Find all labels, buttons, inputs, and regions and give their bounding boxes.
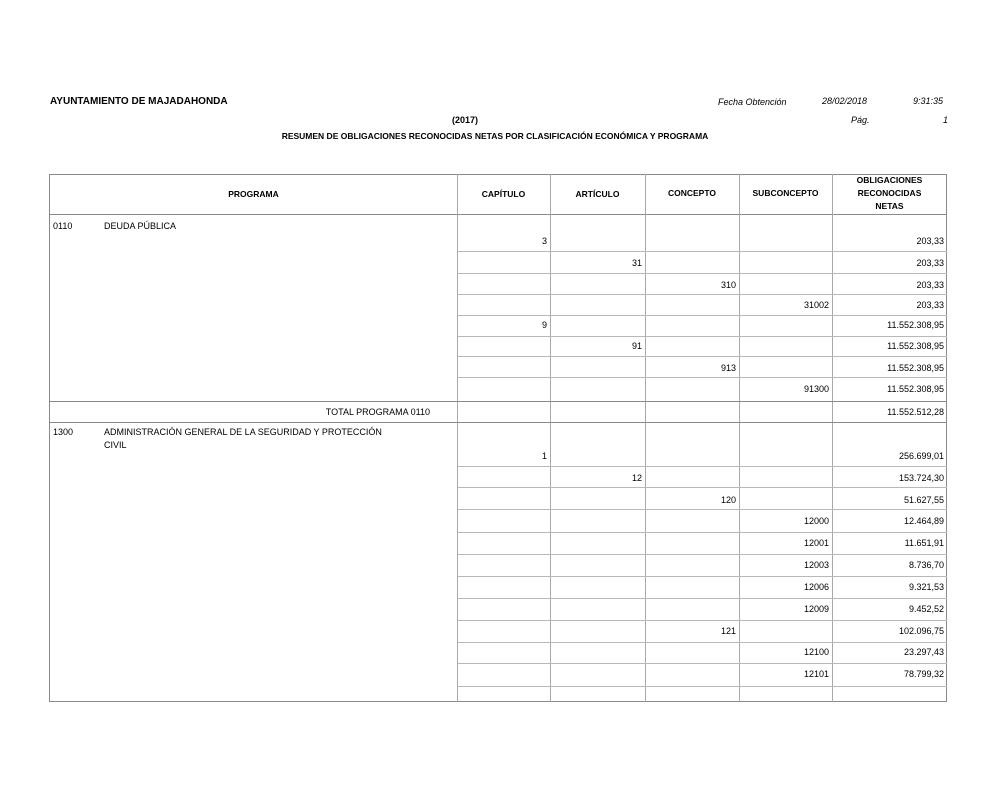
- organization-title: AYUNTAMIENTO DE MAJADAHONDA: [50, 96, 228, 107]
- page-number: 1: [943, 115, 949, 125]
- col-divider: [550, 174, 551, 702]
- report-table: [49, 174, 947, 702]
- program-code: 0110: [53, 221, 73, 231]
- program-total-label: TOTAL PROGRAMA 0110: [325, 407, 430, 417]
- program-name-cont: CIVIL: [104, 440, 127, 450]
- col-divider: [832, 174, 833, 702]
- col-header-subconcepto: SUBCONCEPTO: [752, 188, 819, 198]
- program-total-value: 11.552.512,28: [887, 407, 944, 417]
- report-year: (2017): [452, 115, 479, 125]
- page-label: Pág.: [851, 115, 870, 125]
- fecha-label: Fecha Obtención: [718, 97, 787, 107]
- program-name: DEUDA PÚBLICA: [104, 221, 177, 231]
- col-header-concepto: CONCEPTO: [667, 188, 717, 198]
- col-header-articulo: ARTÍCULO: [575, 189, 620, 199]
- col-header-obligaciones: OBLIGACIONES RECONOCIDAS NETAS: [856, 175, 923, 211]
- fecha-value: 28/02/2018: [822, 96, 868, 106]
- hora-value: 9:31:35: [913, 96, 944, 106]
- col-header-capitulo: CAPÍTULO: [481, 189, 526, 199]
- col-header-programa: PROGRAMA: [228, 189, 279, 199]
- program-code: 1300: [53, 427, 74, 437]
- program-name: ADMINISTRACIÓN GENERAL DE LA SEGURIDAD Y PROTECCIÓN: [104, 427, 382, 437]
- header-divider: [49, 214, 947, 215]
- col-divider: [645, 174, 646, 702]
- report-subtitle: RESUMEN DE OBLIGACIONES RECONOCIDAS NETAS POR CLASIFICACIÓN ECONÓMICA Y PROGRAMA: [281, 131, 709, 141]
- col-divider: [457, 174, 458, 702]
- col-divider: [739, 174, 740, 702]
